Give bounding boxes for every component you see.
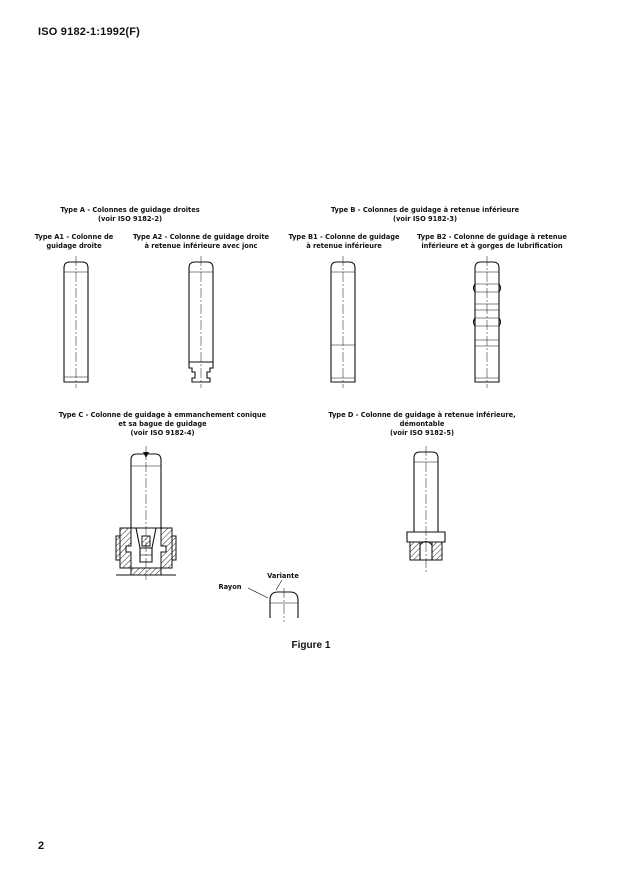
pillar-a2-drawing bbox=[189, 256, 213, 388]
variante-detail bbox=[248, 580, 298, 622]
pillar-d-drawing bbox=[407, 446, 445, 572]
pillar-a1-drawing bbox=[64, 256, 88, 388]
pillar-b2-drawing bbox=[474, 256, 501, 388]
document-id: ISO 9182-1:1992(F) bbox=[38, 26, 141, 38]
pillar-c-drawing bbox=[116, 446, 176, 580]
type-b-title: Type B - Colonnes de guidage à retenue inférieure (voir ISO 9182-3) bbox=[330, 205, 520, 223]
type-b1-caption: Type B1 - Colonne de guidage à retenue inférieure bbox=[288, 232, 400, 250]
type-c-caption: Type C - Colonne de guidage à emmanchement conique et sa bague de guidage (voir ISO 9182-4) bbox=[58, 410, 267, 437]
page-number: 2 bbox=[38, 840, 45, 852]
type-a1-caption: Type A1 - Colonne de guidage droite bbox=[34, 232, 114, 250]
type-d-caption: Type D - Colonne de guidage à retenue inférieure, démontable (voir ISO 9182-5) bbox=[328, 410, 516, 437]
figure-caption: Figure 1 bbox=[291, 640, 331, 651]
pillar-b1-drawing bbox=[331, 256, 355, 388]
type-a-title: Type A - Colonnes de guidage droites (voir ISO 9182-2) bbox=[60, 205, 200, 223]
variante-label: Variante bbox=[267, 571, 299, 580]
type-b2-caption: Type B2 - Colonne de guidage à retenue inférieure et à gorges de lubrification bbox=[417, 232, 567, 250]
type-a2-caption: Type A2 - Colonne de guidage droite à retenue inférieure avec jonc bbox=[132, 232, 270, 250]
rayon-label: Rayon bbox=[218, 582, 242, 591]
